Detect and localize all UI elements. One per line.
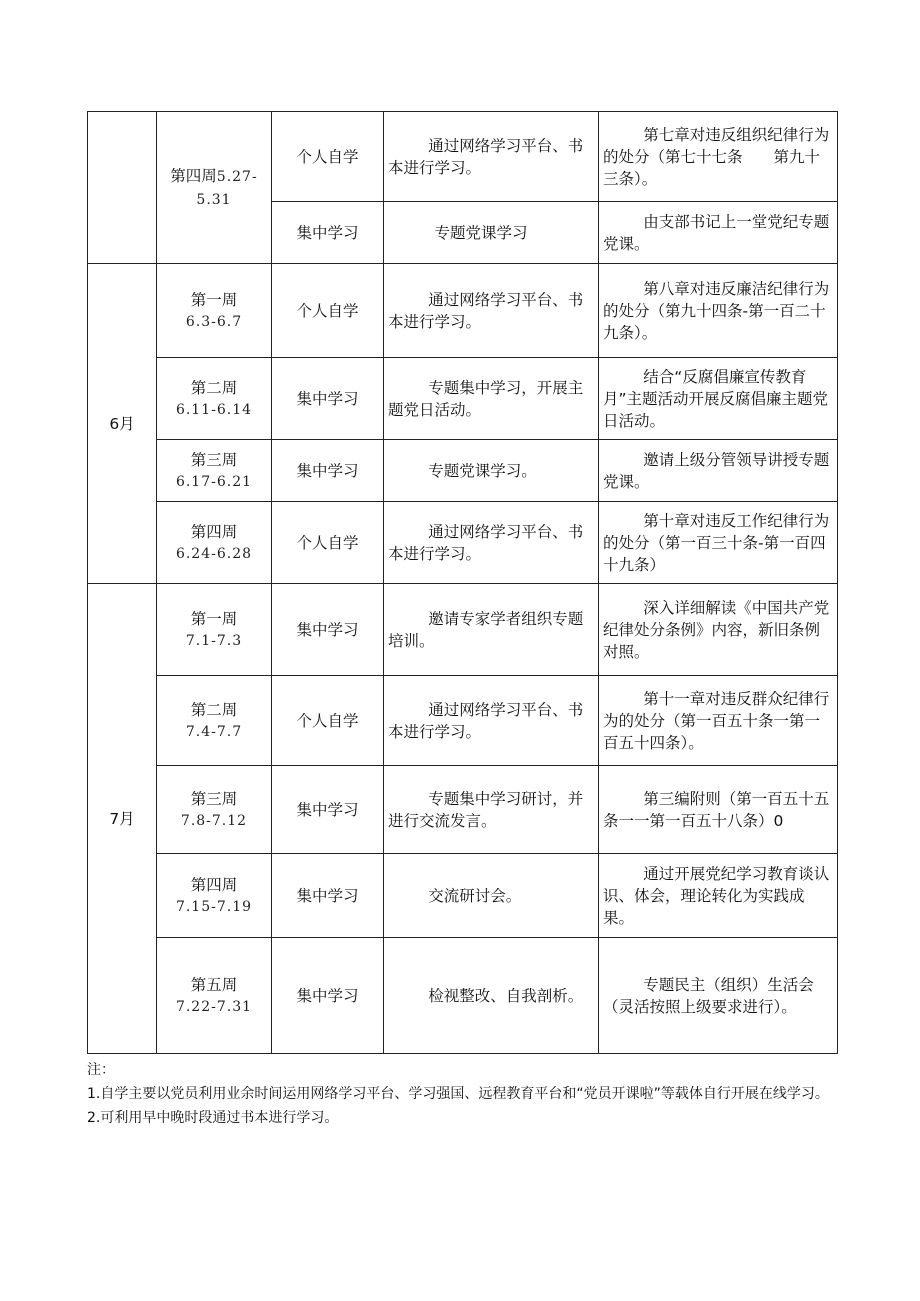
study-type: 个人自学 <box>272 502 384 584</box>
week-cell <box>157 264 272 358</box>
week-label: 第五周 <box>190 975 238 994</box>
study-content: 通过网络学习平台、书本进行学习。 <box>384 676 599 766</box>
week-label: 第四周 <box>190 875 238 894</box>
study-remark: 专题民主（组织）生活会（灵活按照上级要求进行）。 <box>599 938 838 1054</box>
week-label: 第二周 <box>190 700 238 719</box>
week-cell <box>157 854 272 938</box>
table-row <box>88 676 838 766</box>
week-cell <box>157 440 272 502</box>
week-cell <box>157 358 272 440</box>
week-dates: 6.3-6.7 <box>185 313 243 330</box>
study-remark: 邀请上级分管领导讲授专题党课。 <box>599 440 838 502</box>
study-type: 集中学习 <box>272 358 384 440</box>
study-type: 个人自学 <box>272 264 384 358</box>
week-cell <box>157 584 272 676</box>
week-dates: 7.8-7.12 <box>180 812 248 829</box>
week-dates: 6.11-6.14 <box>175 401 253 418</box>
week-dates: 6.24-6.28 <box>175 545 253 562</box>
study-remark: 由支部书记上一堂党纪专题党课。 <box>599 202 838 264</box>
study-type: 集中学习 <box>272 584 384 676</box>
study-content: 专题集中学习研讨，并进行交流发言。 <box>384 766 599 854</box>
study-type: 集中学习 <box>272 938 384 1054</box>
table-row <box>88 584 838 676</box>
table-row <box>88 264 838 358</box>
study-type: 个人自学 <box>272 112 384 202</box>
study-type: 集中学习 <box>272 440 384 502</box>
table-row <box>88 502 838 584</box>
week-label: 第四周 <box>170 166 217 185</box>
table-row <box>88 938 838 1054</box>
table-row <box>88 766 838 854</box>
note-item-2: 2.可利用早中晚时段通过书本进行学习。 <box>87 1110 339 1126</box>
week-label: 第三周 <box>190 789 238 808</box>
study-type: 集中学习 <box>272 766 384 854</box>
study-remark: 第十一章对违反群众纪律行为的处分（第一百五十条一第一百五十四条）。 <box>599 676 838 766</box>
week-dates: 7.4-7.7 <box>185 723 243 740</box>
study-remark: 第十章对违反工作纪律行为的处分（第一百三十条-第一百四十九条） <box>599 502 838 584</box>
week-label: 第一周 <box>190 290 238 309</box>
table-row <box>88 358 838 440</box>
study-content: 交流研讨会。 <box>384 854 599 938</box>
week-dates: 5.27-5.31 <box>196 168 258 208</box>
study-content: 邀请专家学者组织专题培训。 <box>384 584 599 676</box>
table-row <box>88 440 838 502</box>
month-cell: 6月 <box>88 264 157 584</box>
study-type: 集中学习 <box>272 202 384 264</box>
table-row <box>88 112 838 202</box>
study-remark: 第八章对违反廉洁纪律行为的处分（第九十四条-第一百二十九条）。 <box>599 264 838 358</box>
study-content: 通过网络学习平台、书本进行学习。 <box>384 502 599 584</box>
study-type: 集中学习 <box>272 854 384 938</box>
week-cell <box>157 938 272 1054</box>
notes-section <box>87 1058 847 1130</box>
week-cell <box>157 676 272 766</box>
study-remark: 第三编附则（第一百五十五条一一第一百五十八条）0 <box>599 766 838 854</box>
week-dates: 7.1-7.3 <box>185 632 243 649</box>
week-dates: 7.15-7.19 <box>175 898 253 915</box>
week-label: 第一周 <box>190 609 238 628</box>
table-row <box>88 854 838 938</box>
note-item-1: 1.自学主要以党员利用业余时间运用网络学习平台、学习强国、远程教育平台和“党员开课啦”等载体自行开展在线学习。 <box>87 1086 829 1102</box>
study-remark: 深入详细解读《中国共产党纪律处分条例》内容，新旧条例对照。 <box>599 584 838 676</box>
month-cell <box>88 112 157 264</box>
study-content: 通过网络学习平台、书本进行学习。 <box>384 112 599 202</box>
study-plan-table <box>87 111 838 1054</box>
study-content: 通过网络学习平台、书本进行学习。 <box>384 264 599 358</box>
week-cell <box>157 766 272 854</box>
study-type: 个人自学 <box>272 676 384 766</box>
week-dates: 6.17-6.21 <box>175 473 253 490</box>
study-content: 检视整改、自我剖析。 <box>384 938 599 1054</box>
study-remark: 第七章对违反组织纪律行为的处分（第七十七条 第九十三条）。 <box>599 112 838 202</box>
study-remark: 通过开展党纪学习教育谈认识、体会，理论转化为实践成果。 <box>599 854 838 938</box>
month-cell: 7月 <box>88 584 157 1054</box>
study-content: 专题党课学习。 <box>384 440 599 502</box>
study-remark: 结合“反腐倡廉宣传教育月”主题活动开展反腐倡廉主题党日活动。 <box>599 358 838 440</box>
week-label: 第二周 <box>190 378 238 397</box>
week-label: 第三周 <box>190 450 238 469</box>
week-dates: 7.22-7.31 <box>175 998 253 1015</box>
week-cell <box>157 112 272 264</box>
notes-heading: 注： <box>87 1062 115 1078</box>
week-cell <box>157 502 272 584</box>
week-label: 第四周 <box>190 522 238 541</box>
study-content: 专题集中学习，开展主题党日活动。 <box>384 358 599 440</box>
study-content: 专题党课学习 <box>384 202 599 264</box>
